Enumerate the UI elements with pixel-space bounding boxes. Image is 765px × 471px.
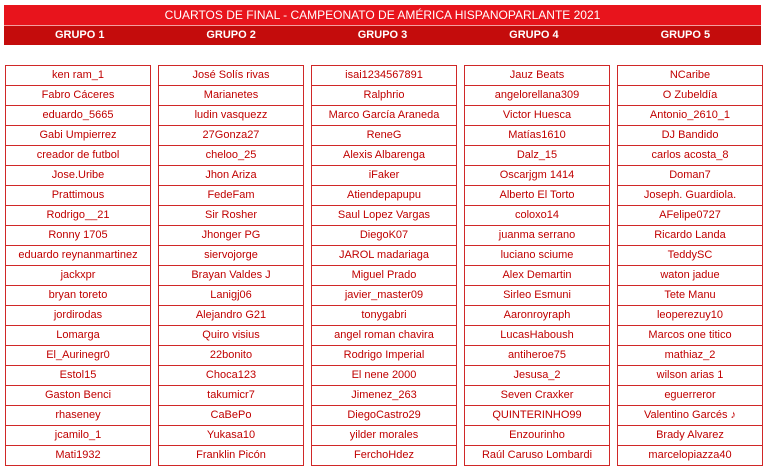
player-cell: Brady Alvarez <box>618 426 762 446</box>
player-cell: José Solís rivas <box>159 66 303 86</box>
player-cell: Seven Craxker <box>465 386 609 406</box>
player-cell: Alberto El Torto <box>465 186 609 206</box>
player-cell: Jesusa_2 <box>465 366 609 386</box>
player-cell: iFaker <box>312 166 456 186</box>
player-cell: Oscarjgm 1414 <box>465 166 609 186</box>
player-cell: 22bonito <box>159 346 303 366</box>
player-cell: ReneG <box>312 126 456 146</box>
player-cell: NCaribe <box>618 66 762 86</box>
player-cell: Raúl Caruso Lombardi <box>465 446 609 466</box>
player-cell: Franklin Picón <box>159 446 303 466</box>
group-1-list <box>5 65 151 466</box>
player-cell: Sirleo Esmuni <box>465 286 609 306</box>
player-cell: Estol15 <box>6 366 150 386</box>
player-cell: O Zubeldía <box>618 86 762 106</box>
player-cell: Jimenez_263 <box>312 386 456 406</box>
player-cell: Miguel Prado <box>312 266 456 286</box>
player-cell: Lanigj06 <box>159 286 303 306</box>
player-cell: mathiaz_2 <box>618 346 762 366</box>
player-cell: jcamilo_1 <box>6 426 150 446</box>
player-cell: jordirodas <box>6 306 150 326</box>
player-cell: Joseph. Guardiola. <box>618 186 762 206</box>
player-cell: Mati1932 <box>6 446 150 466</box>
player-cell: Saul Lopez Vargas <box>312 206 456 226</box>
group-5-header: GRUPO 5 <box>660 29 711 41</box>
player-cell: Choca123 <box>159 366 303 386</box>
player-cell: Victor Huesca <box>465 106 609 126</box>
player-cell: Lomarga <box>6 326 150 346</box>
player-cell: CaBePo <box>159 406 303 426</box>
player-cell: eduardo reynanmartinez <box>6 246 150 266</box>
header-banner <box>4 5 761 45</box>
player-cell: TeddySC <box>618 246 762 266</box>
player-cell: jackxpr <box>6 266 150 286</box>
player-cell: Gaston Benci <box>6 386 150 406</box>
player-cell: Enzourinho <box>465 426 609 446</box>
player-cell: antiheroe75 <box>465 346 609 366</box>
player-cell: yilder morales <box>312 426 456 446</box>
group-1-header: GRUPO 1 <box>54 29 105 41</box>
player-cell: coloxo14 <box>465 206 609 226</box>
player-cell: ken ram_1 <box>6 66 150 86</box>
player-cell: cheloo_25 <box>159 146 303 166</box>
player-cell: Sir Rosher <box>159 206 303 226</box>
player-cell: QUINTERINHO99 <box>465 406 609 426</box>
player-cell: ludin vasquezz <box>159 106 303 126</box>
player-cell: Jhon Ariza <box>159 166 303 186</box>
player-cell: Quiro visius <box>159 326 303 346</box>
player-cell: Fabro Cáceres <box>6 86 150 106</box>
player-cell: Alejandro G21 <box>159 306 303 326</box>
player-cell: Marco García Araneda <box>312 106 456 126</box>
player-cell: creador de futbol <box>6 146 150 166</box>
player-cell: Rodrigo__21 <box>6 206 150 226</box>
player-cell: angel roman chavira <box>312 326 456 346</box>
player-cell: Jauz Beats <box>465 66 609 86</box>
page-title: CUARTOS DE FINAL - CAMPEONATO DE AMÉRICA HISPANOPARLANTE 2021 <box>4 5 761 26</box>
player-cell: Antonio_2610_1 <box>618 106 762 126</box>
group-header-row <box>4 26 761 45</box>
player-cell: Jhonger PG <box>159 226 303 246</box>
player-cell: Dalz_15 <box>465 146 609 166</box>
player-cell: isai1234567891 <box>312 66 456 86</box>
player-cell: Doman7 <box>618 166 762 186</box>
player-cell: El nene 2000 <box>312 366 456 386</box>
group-5-list <box>617 65 763 466</box>
player-cell: siervojorge <box>159 246 303 266</box>
player-cell: Atiendepapupu <box>312 186 456 206</box>
player-cell: AFelipe0727 <box>618 206 762 226</box>
player-cell: marcelopiazza40 <box>618 446 762 466</box>
player-cell: Ralphrio <box>312 86 456 106</box>
player-cell: Alexis Albarenga <box>312 146 456 166</box>
player-cell: Valentino Garcés ♪ <box>618 406 762 426</box>
player-cell: Alex Demartin <box>465 266 609 286</box>
player-cell: takumicr7 <box>159 386 303 406</box>
player-cell: Tete Manu <box>618 286 762 306</box>
player-cell: FedeFam <box>159 186 303 206</box>
player-cell: Prattimous <box>6 186 150 206</box>
group-2-list <box>158 65 304 466</box>
player-cell: Marianetes <box>159 86 303 106</box>
player-cell: Marcos one titico <box>618 326 762 346</box>
player-cell: angelorellana309 <box>465 86 609 106</box>
player-cell: leoperezuy10 <box>618 306 762 326</box>
group-4-header: GRUPO 4 <box>509 29 559 41</box>
player-cell: Matías1610 <box>465 126 609 146</box>
group-2-header: GRUPO 2 <box>206 29 256 41</box>
player-cell: bryan toreto <box>6 286 150 306</box>
player-cell: eguerreror <box>618 386 762 406</box>
player-cell: carlos acosta_8 <box>618 146 762 166</box>
player-cell: 27Gonza27 <box>159 126 303 146</box>
player-cell: eduardo_5665 <box>6 106 150 126</box>
player-cell: DJ Bandido <box>618 126 762 146</box>
player-cell: juanma serrano <box>465 226 609 246</box>
player-cell: rhaseney <box>6 406 150 426</box>
group-3-list <box>311 65 457 466</box>
player-cell: Gabi Umpierrez <box>6 126 150 146</box>
player-cell: DiegoCastro29 <box>312 406 456 426</box>
group-4-list <box>464 65 610 466</box>
player-cell: luciano sciume <box>465 246 609 266</box>
player-cell: Rodrigo Imperial <box>312 346 456 366</box>
player-cell: Yukasa10 <box>159 426 303 446</box>
player-cell: javier_master09 <box>312 286 456 306</box>
player-cell: Ricardo Landa <box>618 226 762 246</box>
player-cell: JAROL madariaga <box>312 246 456 266</box>
player-cell: El_Aurinegr0 <box>6 346 150 366</box>
player-cell: Brayan Valdes J <box>159 266 303 286</box>
player-cell: Ronny 1705 <box>6 226 150 246</box>
group-3-header: GRUPO 3 <box>357 29 408 41</box>
player-cell: wilson arias 1 <box>618 366 762 386</box>
player-cell: Jose.Uribe <box>6 166 150 186</box>
player-cell: tonygabri <box>312 306 456 326</box>
player-cell: FerchoHdez <box>312 446 456 466</box>
player-cell: DiegoK07 <box>312 226 456 246</box>
player-cell: LucasHaboush <box>465 326 609 346</box>
player-cell: Aaronroyraph <box>465 306 609 326</box>
player-cell: waton jadue <box>618 266 762 286</box>
